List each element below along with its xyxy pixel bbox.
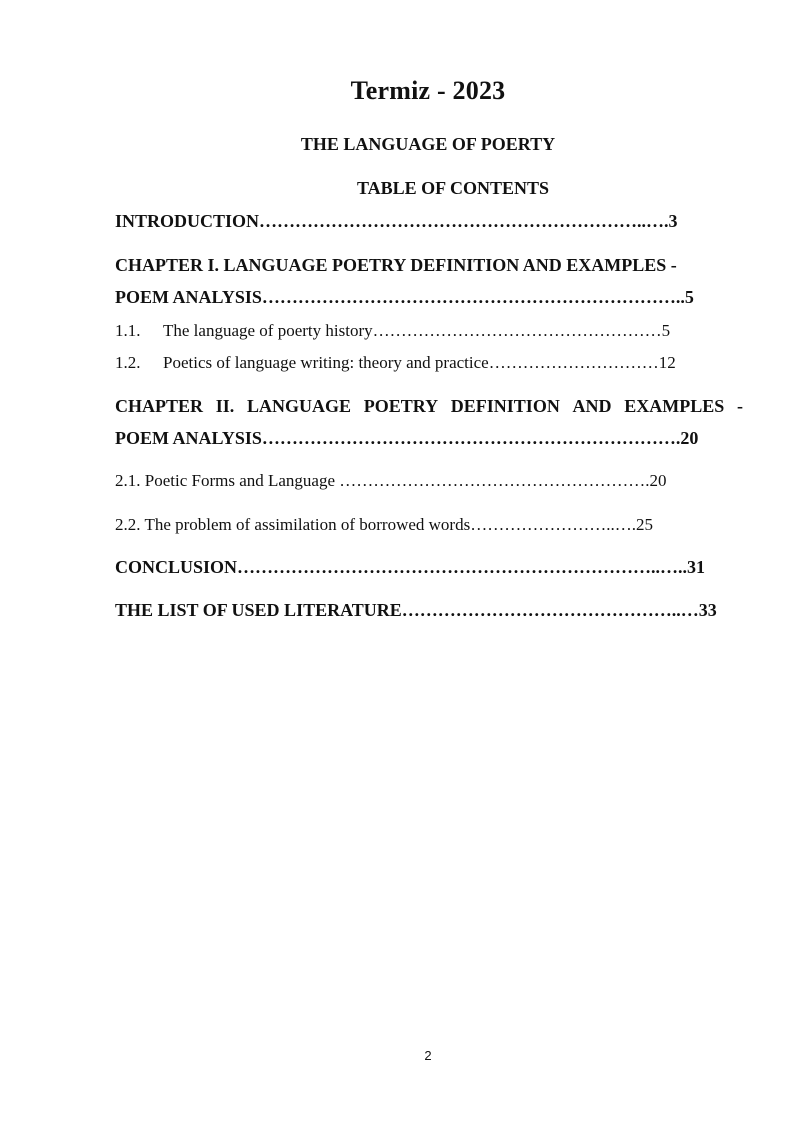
toc-entry-chapter-1-line-2: POEM ANALYSIS……………………………………………………………..5 [115,287,694,307]
toc-word: II. [215,396,235,416]
toc-word: - [737,396,743,416]
toc-word: POETRY [363,396,439,416]
toc-entry-1-1 [115,321,670,341]
toc-word: CHAPTER [115,396,204,416]
toc-word: AND [572,396,612,416]
toc-entry-chapter-2-line-2: POEM ANALYSIS…………………………………………………………….20 [115,428,699,448]
page-header-title: Termiz - 2023 [350,76,506,105]
toc-word: EXAMPLES [624,396,725,416]
toc-entry-text: Poetics of language writing: theory and practice…………………………12 [163,353,676,372]
toc-word: LANGUAGE [246,396,351,416]
toc-word: DEFINITION [450,396,560,416]
toc-entry-literature: THE LIST OF USED LITERATURE………………………………………..…33 [115,600,717,620]
toc-entry-number: 1.1. [115,321,141,340]
toc-entry-introduction: INTRODUCTION………………………………………………………..….3 [115,211,678,231]
toc-entry-chapter-1-line-1: CHAPTER I. LANGUAGE POETRY DEFINITION AND EXAMPLES - [115,255,677,275]
toc-entry-2-1: 2.1. Poetic Forms and Language ……………………………………………….20 [115,471,667,490]
toc-entry-conclusion: CONCLUSION……………………………………………………………..…..31 [115,557,706,577]
toc-entry-chapter-2-line-1 [115,396,743,417]
toc-entry-1-2 [115,353,676,373]
toc-entry-text: The language of poerty history……………………………………………5 [163,321,671,340]
toc-entry-number: 1.2. [115,353,141,372]
toc-entry-2-2: 2.2. The problem of assimilation of borrowed words……………………..….25 [115,515,653,534]
document-title: THE LANGUAGE OF POERTY [300,134,556,154]
page-number: 2 [424,1048,432,1063]
toc-heading: TABLE OF CONTENTS [356,178,550,198]
